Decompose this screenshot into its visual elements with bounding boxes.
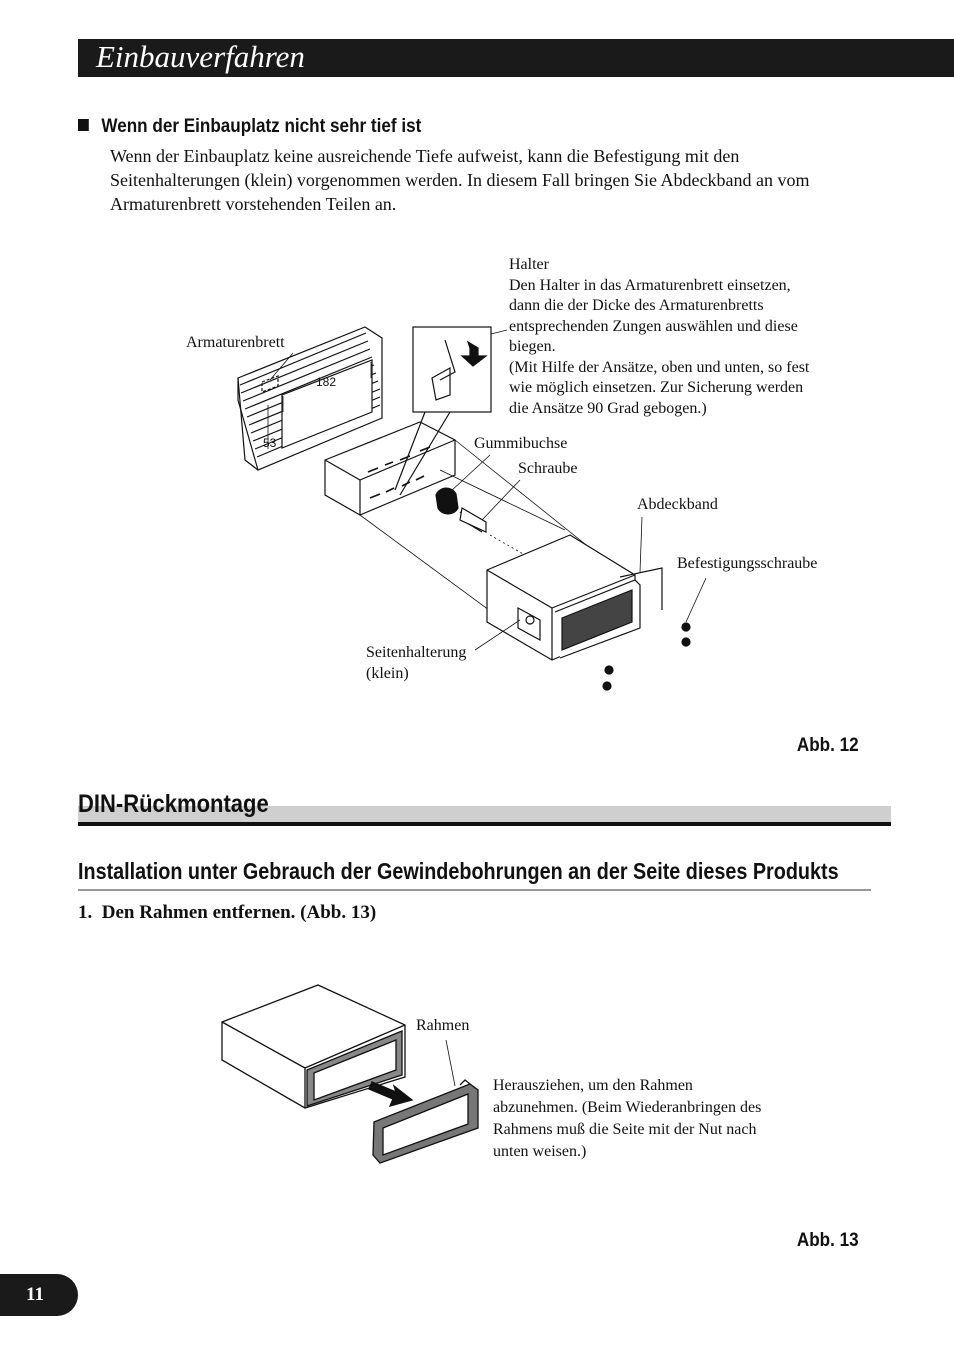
figure-12-caption: Abb. 12 bbox=[797, 735, 859, 756]
label-gummibuchse: Gummibuchse bbox=[474, 435, 568, 452]
halter-line: Den Halter in das Armaturenbrett einsetzen, bbox=[509, 276, 791, 294]
halter-line: dann die der Dicke des Armaturenbretts bbox=[509, 297, 764, 314]
page-number: 11 bbox=[0, 1274, 78, 1316]
step-1: 1. Den Rahmen entfernen. (Abb. 13) bbox=[78, 902, 377, 923]
instruction-line: abzunehmen. (Beim Wiederanbringen des bbox=[493, 1099, 762, 1116]
halter-line: die Ansätze 90 Grad gebogen.) bbox=[509, 399, 707, 417]
leader-line bbox=[446, 1040, 455, 1086]
subsection-title: Installation unter Gebrauch der Gewindebohrungen an der Seite dieses Produkts bbox=[78, 858, 839, 884]
seitenhalterung-line: Seitenhalterung bbox=[366, 644, 467, 661]
halter-line: entsprechenden Zungen auswählen und diese bbox=[509, 317, 798, 335]
label-abdeckband: Abdeckband bbox=[637, 496, 718, 513]
page-title: Einbauverfahren bbox=[96, 39, 305, 74]
label-armaturenbrett: Armaturenbrett bbox=[186, 334, 285, 351]
halter-line: wie möglich einsetzen. Zur Sicherung werden bbox=[509, 379, 804, 396]
figure-13-caption: Abb. 13 bbox=[797, 1230, 859, 1251]
label-schraube: Schraube bbox=[518, 460, 578, 477]
dimension-height: 53 bbox=[263, 436, 277, 450]
seitenhalterung-line: (klein) bbox=[366, 664, 409, 682]
dimension-width: 182 bbox=[316, 375, 337, 389]
subsection-heading-text: Wenn der Einbauplatz nicht sehr tief ist bbox=[101, 116, 422, 137]
label-instruction bbox=[493, 1075, 823, 1163]
label-befestigungsschraube: Befestigungsschraube bbox=[677, 555, 818, 572]
instruction-line: Herausziehen, um den Rahmen bbox=[493, 1077, 693, 1094]
pull-arrow-icon bbox=[369, 1082, 412, 1106]
instruction-line: unten weisen.) bbox=[493, 1143, 587, 1160]
label-rahmen: Rahmen bbox=[416, 1017, 470, 1034]
instruction-line: Rahmens muß die Seite mit der Nut nach bbox=[493, 1121, 757, 1138]
halter-line: Halter bbox=[509, 256, 549, 273]
body-paragraph: Wenn der Einbauplatz keine ausreichende Tiefe aufweist, kann die Befestigung mit den Seitenhalterungen (klein) vorgenommen werden. In diesem Fall bringen Sie Abdeckband an vom Armaturenbrett vorstehenden Teilen an. bbox=[110, 146, 810, 214]
section-title: DIN-Rückmontage bbox=[78, 790, 269, 818]
halter-line: (Mit Hilfe der Ansätze, oben und unten, so fest bbox=[509, 358, 810, 376]
halter-line: biegen. bbox=[509, 338, 556, 355]
